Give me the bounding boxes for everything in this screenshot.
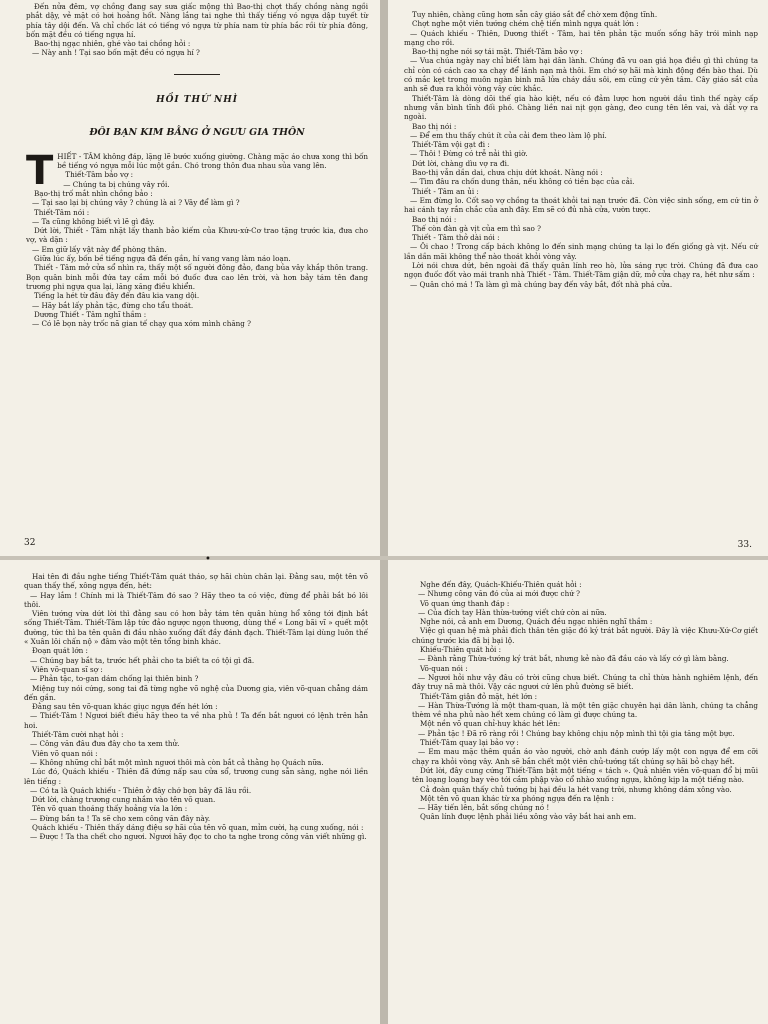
paragraph: — Nhưng công văn đó của ai mới được chứ ? [418,589,580,599]
page-body [24,572,368,842]
paragraph: — Đành rằng Thừa-tướng ký trát bắt, nhưng kẻ nào đã đầu cáo và lấy cớ gì làm bằng. [418,654,729,664]
paragraph: Nghe nói, cả anh em Dương, Quách đều ngạc nhiên nghĩ thầm : [420,617,653,627]
paragraph: Thiết-Tâm quay lại bảo vợ : [420,738,519,748]
paragraph: Võ-quan nói : [420,663,468,673]
paragraph: — Tại sao lại bị chúng vây ? chúng là ai ? Vây để làm gì ? [32,198,240,208]
paragraph: Việc gì quan hệ mà phải đích thân tên giặc đó ký trát bắt người. Đây là việc Khưu-Xứ-Cơ giết chúng trước kia đã bị bại lộ. [412,626,758,645]
paragraph: — Ngươi hỏi như vậy đâu có trời cũng chưa biết. Chúng ta chỉ thừa hành nghiêm lệnh, đến đây truy nã mà thôi. Vậy các ngươi cứ lên phủ đường sẽ biết. [412,672,758,692]
paragraph: Bao-thị ngạc nhiên, ghé vào tai chồng hỏi : [34,39,191,49]
paragraph: Miệng tuy nói cứng, song tai đã từng nghe võ nghệ của Dương gia, viên võ-quan chẳng dám đến gần. [24,683,368,702]
paragraph: Bạo-thị trố mắt nhìn chồng bảo : [34,188,153,198]
paragraph: Dứt lời, chàng trương cung nhắm vào tên võ quan. [32,795,216,805]
paragraph: — Vua chúa ngày nay chỉ biết làm hại dân lành. Chúng đã vu oan giá họa điều gì thì chúng ta chỉ còn có cách cao xa chạy để lánh nạn mà thôi. Em chớ sợ hãi mà kinh động đến bào thai. Dù có mắc kẹt trong muôn ngàn binh mã lửa cháy dầu sôi, em cũng cứ yên tâm. Cây giáo sắt của anh sẽ đưa ra khỏi vòng vây cức khắc. [404,56,758,94]
paragraph: Viên võ quan nói : [32,748,98,758]
paragraph: Lời nói chưa dứt, bên ngoài đã thấy quân lính reo hò, lửa sáng rực trời. Chúng đã đưa cao ngọn đuốc đốt vào mái tranh nhà Thiết - Tâm. Thiết-Tâm giận dữ, mở cửa chạy ra, hét như sấm : [404,261,758,280]
paragraph: — Ta cũng không biết vì lẽ gì đây. [32,216,155,226]
paragraph: — Công văn đâu đưa đây cho ta xem thử. [30,739,180,749]
paragraph: — Ôi chao ! Trong cấp bách không lo đến sinh mạng chúng ta lại lo đến giống gà vịt. Nếu cứ lần dần mãi không thể nào thoát khỏi vòng vây. [404,242,758,261]
paragraph: — Để em thu thấy chút ít của cải đem theo làm lộ phí. [410,130,607,140]
paragraph: — Đừng bắn ta ! Ta sẽ cho xem công văn đây này. [30,813,211,823]
ink-mark: • [205,554,211,565]
paragraph: — Chúng ta bị chúng vây rồi. [63,179,170,189]
chapter-divider [174,74,220,75]
paragraph: Thiết-Tâm cười nhạt hỏi : [32,730,124,740]
chapter-body [26,147,368,329]
paragraph: Khiếu-Thiên quát hỏi : [420,645,502,655]
drop-cap: T [26,147,54,194]
paragraph: Thiết-Tâm giận đỏ mặt, hét lớn : [420,691,538,701]
page-fold [0,556,768,560]
paragraph: Dứt lời, Thiết - Tâm nhặt lấy thanh bảo kiếm của Khưu-xứ-Cơ trao tặng trước kia, đưa cho vợ, và dặn : [26,226,368,245]
paragraph: Quân lính được lệnh phải liều xông vào vây bắt hai anh em. [420,812,637,822]
paragraph: — Hay lắm ! Chính mi là Thiết-Tâm đó sao ? Hãy theo ta có việc, đừng để phải bắt bó lôi thôi. [24,590,368,609]
paragraph: Thiết-Tâm nói : [34,207,90,217]
paragraph: — Phản tặc ! Đã rõ ràng rồi ! Chúng bay không chịu nộp mình thì tội gia tăng một bực. [418,728,735,738]
paragraph: Thế còn đàn gà vịt của em thì sao ? [412,223,542,233]
paragraph: — Tìm đâu ra chốn dung thân, nếu không có tiền bạc của cải. [410,177,635,187]
page-34 [0,560,380,1024]
paragraph: — Có ta là Quách khiếu - Thiên ở đây chớ bọn bây đã lâu rồi. [30,785,252,795]
paragraph: — Thiết-Tâm ! Ngươi biết điều hãy theo ta về nha phủ ! Ta đến bắt ngươi có lệnh trên hẳn hoi. [24,711,368,730]
paragraph: — Hàn Thừa-Tướng là một tham-quan, là một tên giặc chuyên hại dân lành, chúng ta chẳng thèm về nha phủ nào hết xem chúng có làm gì được chúng ta. [412,700,758,720]
paragraph: Quách khiếu - Thiên thấy dáng điệu sợ hãi của tên võ quan, mỉm cười, hạ cung xuống, nói : [32,823,364,833]
book-gutter [380,0,388,1024]
paragraph: — Chúng bay bắt ta, trước hết phải cho ta biết ta có tội gì đã. [30,655,255,665]
paragraph: — Quách khiếu - Thiên, Dương thiết - Tâm, hai tên phản tặc muốn sống hãy trói mình nạp mạng cho rồi. [404,28,758,47]
paragraph: Dứt lời, đây cung cứng Thiết-Tâm bật một tiếng « tách ». Quả nhiên viên võ-quan đổ bị mũi tên loạng loạng bay vèo tới cắm phập vào cổ nhào xuống ngựa, không kịp la một tiếng nào. [412,765,758,785]
paragraph: Cả đoàn quân thấy chủ tướng bị hại đều la hét vang trời, nhưng không dám xông vào. [420,784,732,794]
paragraph: Đến nửa đêm, vợ chồng đang say sưa giấc mộng thì Bao-thị chợt thấy chồng nàng ngồi phắt dậy, vẻ mặt có hơi hoảng hốt. Nàng lắng tai nghe thì thấy tiếng vó ngựa dập tuyết từ phía tây dội đến. Và chỉ chốc lát có tiếng vó ngựa từ phía nam từ phía bắc rồi từ phía đông, bốn mặt đều có tiếng ngựa hí. [26,2,368,39]
paragraph: Lúc đó, Quách khiếu - Thiên đã đứng nấp sau cửa sổ, trương cung sẵn sàng, nghe nói liền lên tiếng : [24,767,368,786]
paragraph: Tuy nhiên, chàng cũng hơm sẵn cây giáo sắt để chờ xem động tĩnh. [412,10,658,19]
paragraph: — Quân chó má ! Ta làm gì mà chúng bay đến vây bắt, đốt nhà phá cửa. [410,279,673,289]
paragraph: Thiết-Tâm vội gạt đi : [412,140,490,150]
paragraph: Một nền võ quan chỉ-huy khác hét lên: [420,719,561,729]
paragraph: Bao thị nói : [412,214,457,224]
page-body [404,10,758,289]
paragraph: Thiết - Tâm an ủi : [412,186,479,196]
paragraph: Một tên võ quan khác từ xa phóng ngựa đến ra lệnh : [420,793,614,803]
paragraph: — Không những chỉ bắt một mình ngươi thôi mà còn bắt cả thằng họ Quách nữa. [30,757,324,767]
paragraph: — Được ! Ta tha chết cho ngươi. Ngươi hãy đọc to cho ta nghe trong công văn viết những gì. [30,832,367,842]
paragraph: Viên tướng vừa dứt lời thì đằng sau có hơn bảy tám tên quân hùng hổ xông tới định bắt sống Thiết-Tâm. Thiết-Tâm lập tức đảo ngược ngọn thương, dùng thế « Long bãi vĩ » quết một đường, tức thì ba tên quân đi đầu nhào xuống đất đầy đánh đạch. Thiết-Tâm lại dùng luôn thế « Xuân lôi chấn nộ » đâm vào một tên tổng binh khác. [24,609,368,647]
page-33 [388,0,768,556]
paragraph: — Hãy tiến lên, bắt sống chúng nó ! [418,803,550,813]
paragraph: Giữa lúc ấy, bốn bề tiếng ngựa đã đến gần, hí vang vang làm náo loạn. [34,254,291,264]
page-number: 33. [737,540,752,550]
paragraph: Thiết-Tâm là dòng dõi thế gia hào kiệt, nếu có đảm lược hơn người dầu tình thế ngày cấp nhưng vẫn bình tĩnh đối phó. Chàng liền nai nịt gọn gàng, đeo cung tên lên vai, và dắt vợ ra ngoài. [404,93,758,122]
paragraph: Tên võ quan thoáng thấy hoảng vía la lớn : [32,804,188,814]
paragraph: — Hãy bắt lấy phản tặc, đừng cho tẩu thoát. [32,300,194,310]
paragraph: — Của đích tay Hàn thừa-tướng viết chứ còn ai nữa. [418,607,607,617]
paragraph: — Thôi ! Đừng có trễ nải thì giờ. [410,149,528,159]
page-35 [388,560,768,1024]
page-number: 32 [24,538,36,548]
intro-paragraphs [26,2,368,58]
paragraph: Thiết - Tâm mở cửa sổ nhìn ra, thấy một số người đông đảo, đang bủa vây khắp thôn trang. Bọn quân binh mỗi đứa tay cầm mỗi bó đuốc đưa cao lên trời, và hơn bảy tám tên đang trương phi ngựa qua lại, lăng xăng điều khiển. [26,263,368,291]
paragraph: Thiết-Tâm bảo vợ : [65,170,134,180]
page-body [412,580,758,822]
page-32 [0,0,380,556]
paragraph: Bao thị nói : [412,121,457,131]
chapter-label: HỒI THỨ NHÌ [156,94,238,105]
paragraph: Nghe đến đây, Quách-Khiếu-Thiên quát hỏi : [420,580,582,589]
paragraph: Bao-thị vẫn dần dai, chưa chịu dứt khoát. Nàng nói : [412,168,603,178]
chapter-title: ĐÔI BẠN KIM BẰNG Ở NGƯU GIA THÔN [89,126,305,138]
paragraph: — Em giữ lấy vật này để phòng thân. [32,244,167,254]
paragraph: Dương Thiết - Tâm nghĩ thầm : [34,309,147,319]
paragraph: Tiếng la hét từ đâu đây đến đâu kia vang dội. [34,291,200,301]
paragraph: Đoạn quát lớn : [32,646,88,656]
paragraph: Viên võ-quan sĩ sợ : [32,664,103,674]
paragraph: Đằng sau tên võ-quan khác giục ngựa đến hét lớn : [32,702,218,712]
paragraph: Võ quan ứng thanh đáp : [420,598,510,608]
paragraph: — Này anh ! Tại sao bốn mặt đều có ngựa hí ? [32,48,200,58]
paragraph: Hai tên đi đầu nghe tiếng Thiết-Tâm quát tháo, sợ hãi chùn chân lại. Đằng sau, một tên võ quan thấy thế, xông ngựa đến, hét: [24,572,368,591]
paragraph: — Phản tặc, to-gan dám chống lại thiên binh ? [30,674,199,684]
paragraph: — Có lẽ bọn này trốc nã gian tế chạy qua xóm mình chăng ? [32,319,251,329]
paragraph: HIẾT - TÂM không đáp, lặng lẽ bước xuống giường. Chàng mặc áo chưa xong thì bốn bề tiếng vó ngựa mỗi lúc một gần. Chó trong thôn đua nhau sủa vang lên. [57,151,368,171]
paragraph: Chợt nghe một viên tướng chém chệ tiến mình ngựa quát lớn : [412,19,639,29]
paragraph: Dứt lời, chàng dìu vợ ra đi. [412,158,510,168]
paragraph: — Em đừng lo. Cốt sao vợ chồng ta thoát khỏi tai nạn trước đã. Còn việc sinh sống, em cứ tin ở hai cánh tay rắn chắc của anh đây. Em sẽ có đủ nhà cửa, vườn tược. [404,195,758,215]
paragraph: — Em mau mặc thêm quần áo vào người, chờ anh đánh cướp lấy một con ngựa để em cỡi chạy ra khỏi vòng vây. Anh sẽ bắn chết một viên chủ-tướng tất chúng sợ hãi bỏ chạy hết. [412,747,758,766]
paragraph: Thiết - Tâm thở dài nói : [412,233,500,243]
paragraph: Bao-thị nghe nói sợ tái mặt. Thiết-Tâm bảo vợ : [412,47,583,57]
